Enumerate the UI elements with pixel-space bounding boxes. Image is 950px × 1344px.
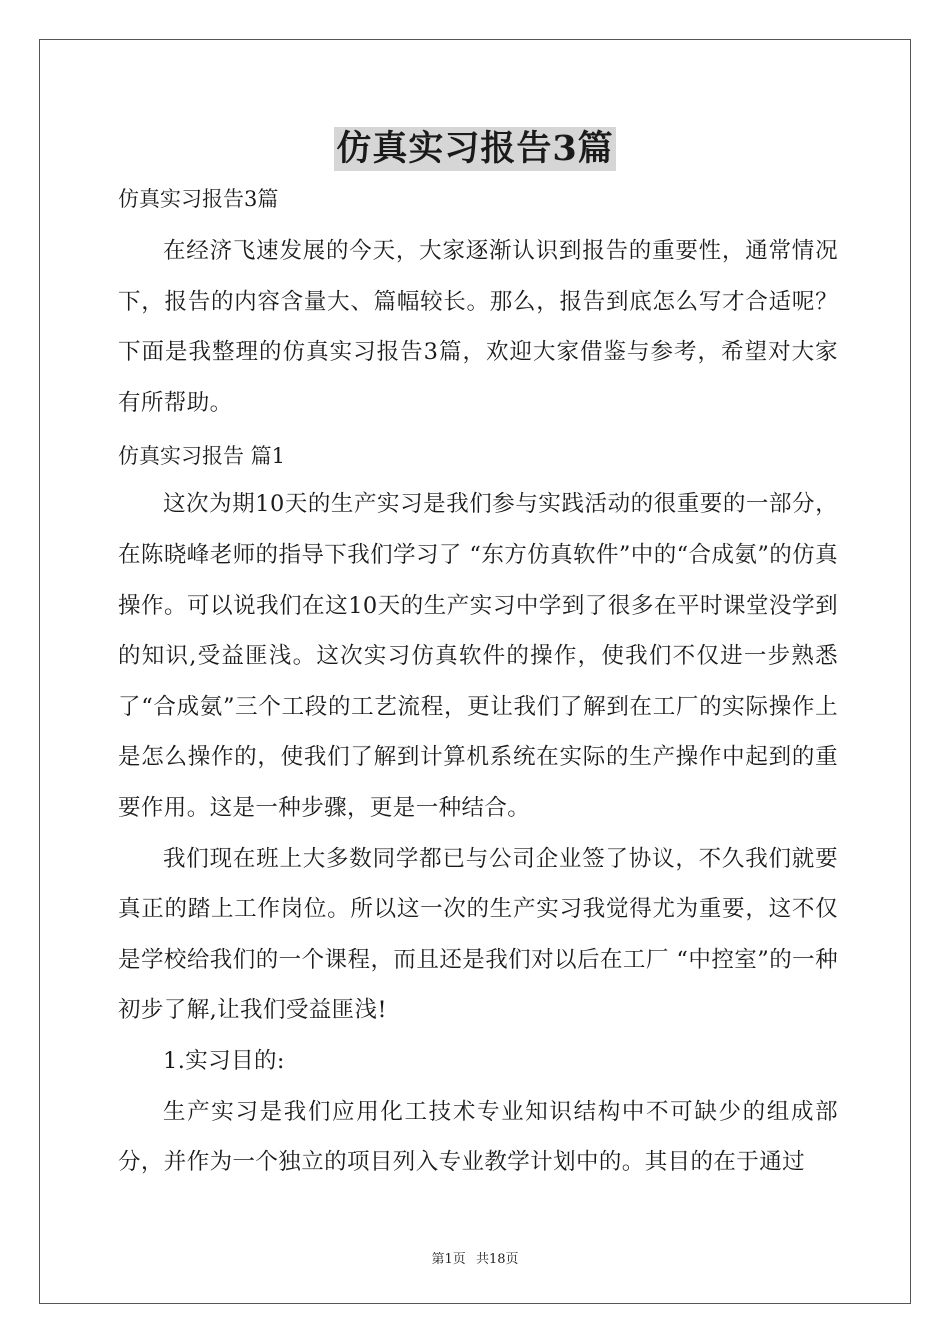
page-number: 第1页 — [431, 1252, 466, 1267]
intro-paragraph: 在经济飞速发展的今天，大家逐渐认识到报告的重要性，通常情况下，报告的内容含量大、篇幅较长。那么，报告到底怎么写才合适呢？下面是我整理的仿真实习报告3篇，欢迎大家借鉴与参考，希望对大家有所帮助。 — [118, 238, 838, 416]
title-container — [0, 127, 950, 171]
page-footer — [0, 1248, 950, 1267]
body-paragraph: 生产实习是我们应用化工技术专业知识结构中不可缺少的组成部分，并作为一个独立的项目列入专业教学计划中的。其目的在于通过 — [118, 1098, 838, 1176]
document-body — [118, 183, 838, 1188]
body-paragraph: 这次为期10天的生产实习是我们参与实践活动的很重要的一部分，在陈晓峰老师的指导下我们学习了 “东方仿真软件”中的“合成氨”的仿真操作。可以说我们在这10天的生产实习中学到了很多在平时课堂没学到的知识,受益匪浅。这次实习仿真软件的操作，使我们不仅进一步熟悉了“合成氨”三个工段的工艺流程，更让我们了解到在工厂的实际操作上是怎么操作的，使我们了解到计算机系统在实际的生产操作中起到的重要作用。这是一种步骤，更是一种结合。 — [118, 491, 838, 821]
body-paragraph: 我们现在班上大多数同学都已与公司企业签了协议，不久我们就要真正的踏上工作岗位。所以这一次的生产实习我觉得尤为重要，这不仅是学校给我们的一个课程，而且还是我们对以后在工厂 “中控室”的一种初步了解,让我们受益匪浅! — [118, 845, 838, 1024]
section-heading: 仿真实习报告 篇1 — [118, 444, 286, 469]
document-title: 仿真实习报告3篇 — [336, 128, 614, 169]
document-subtitle: 仿真实习报告3篇 — [118, 187, 279, 211]
page-total: 共18页 — [475, 1252, 519, 1267]
list-item: 1.实习目的: — [163, 1047, 285, 1074]
